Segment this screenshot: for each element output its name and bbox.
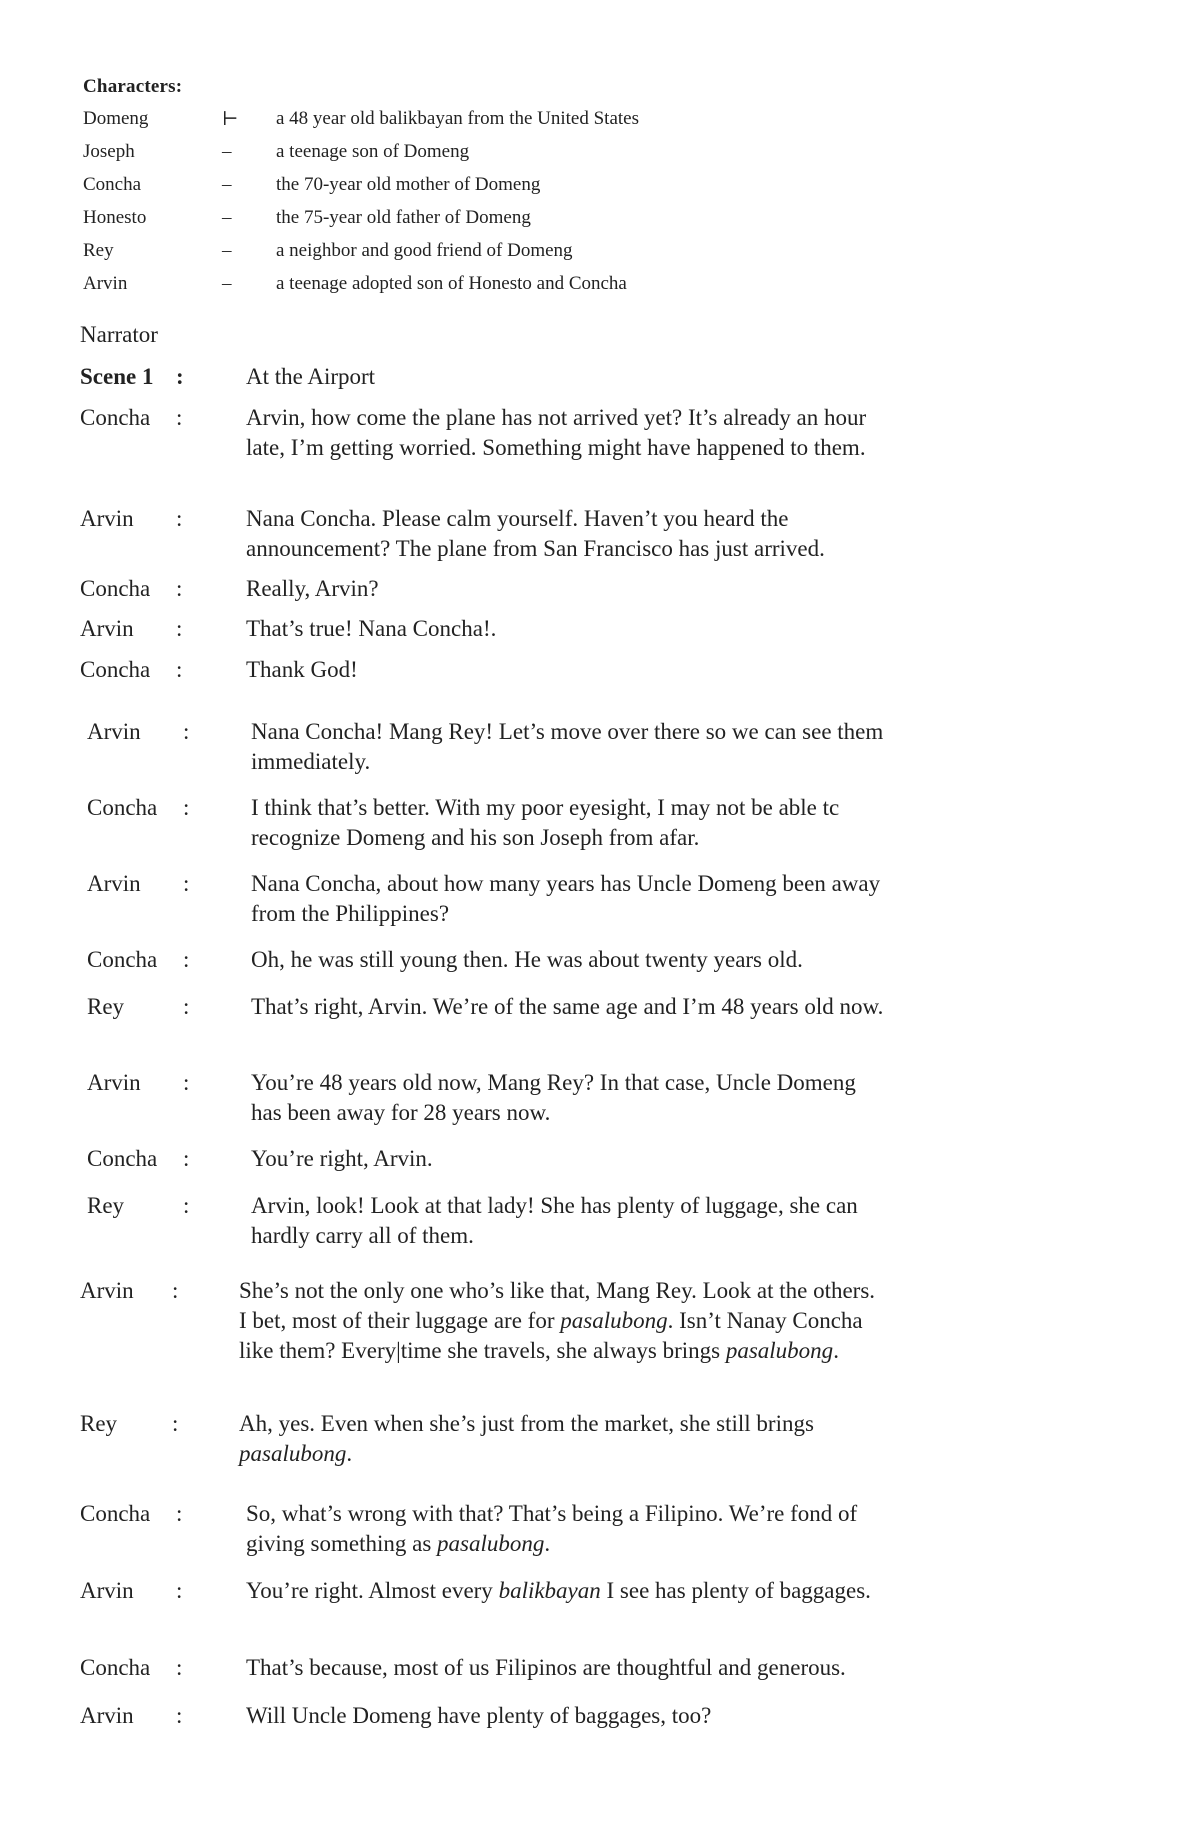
dialogue-text: [246, 1499, 916, 1559]
speaker-name: Rey: [80, 1411, 118, 1436]
speaker-name: Concha: [80, 405, 151, 430]
dialogue-text: That’s because, most of us Filipinos are thoughtful and generous.: [246, 1655, 846, 1680]
speaker-name: Concha: [80, 1655, 151, 1680]
dialogue-text-part: . Isn’t Nanay Concha like them? Every|time she travels, she always brings: [239, 1308, 863, 1363]
character-row: [0, 207, 900, 237]
scene-label: Scene 1: [80, 364, 154, 389]
dialogue-italic-term: pasalubong: [560, 1308, 668, 1333]
speaker-name: Concha: [87, 1146, 158, 1171]
character-name: Concha: [83, 174, 142, 195]
dialogue-text-part: .: [833, 1338, 839, 1363]
dialogue-text-part: I see has plenty of baggages.: [600, 1578, 871, 1603]
dialogue-text: Nana Concha. Please calm yourself. Haven’t you heard the announcement? The plane from San Francisco has just arrived.: [246, 506, 825, 561]
speaker-colon: :: [172, 1411, 179, 1436]
character-name: Domeng: [83, 108, 149, 129]
speaker-name: Arvin: [80, 506, 134, 531]
dialogue-text: That’s right, Arvin. We’re of the same age and I’m 48 years old now.: [251, 994, 884, 1019]
dialogue-text: That’s true! Nana Concha!.: [246, 616, 497, 641]
speaker-colon: :: [176, 616, 183, 641]
character-description: a neighbor and good friend of Domeng: [276, 240, 573, 261]
speaker-colon: :: [176, 1501, 183, 1526]
dialogue-text-part: .: [544, 1531, 551, 1556]
speaker-name: Concha: [80, 657, 151, 682]
character-row: [0, 273, 900, 303]
scene-title: At the Airport: [246, 364, 376, 389]
character-description: a teenage son of Domeng: [276, 141, 470, 162]
dialogue-text-part: Ah, yes. Even when she’s just from the market, she still brings: [239, 1411, 814, 1436]
dialogue-text: You’re 48 years old now, Mang Rey? In that case, Uncle Domeng has been away for 28 years now.: [251, 1070, 856, 1125]
character-row: [0, 108, 900, 138]
speaker-colon: :: [176, 1655, 183, 1680]
dialogue-text: Oh, he was still young then. He was about twenty years old.: [251, 947, 803, 972]
dialogue-text: Nana Concha, about how many years has Uncle Domeng been away from the Philippines?: [251, 871, 881, 926]
dialogue-text: You’re right, Arvin.: [251, 1146, 433, 1171]
dialogue-text: [239, 1409, 879, 1469]
character-row: [0, 174, 900, 204]
speaker-name: Arvin: [87, 871, 141, 896]
dialogue-text-part: So, what’s wrong with that? That’s being a Filipino. We’re fond of giving something as: [246, 1501, 858, 1556]
speaker-name: Rey: [87, 994, 125, 1019]
speaker-name: Arvin: [80, 1578, 134, 1603]
dialogue-italic-term: balikbayan: [498, 1578, 601, 1603]
character-row: [0, 141, 900, 171]
speaker-colon: :: [176, 506, 183, 531]
speaker-colon: :: [172, 1278, 179, 1303]
characters-heading: Characters:: [83, 76, 183, 97]
character-description: a 48 year old balikbayan from the United States: [276, 108, 640, 129]
dialogue-text: Will Uncle Domeng have plenty of baggages, too?: [246, 1703, 712, 1728]
character-dash: –: [222, 141, 232, 162]
speaker-name: Arvin: [80, 1703, 134, 1728]
dialogue-text-part: You’re right. Almost every: [246, 1578, 499, 1603]
speaker-colon: :: [183, 994, 190, 1019]
speaker-colon: :: [183, 1070, 190, 1095]
character-dash: –: [222, 240, 232, 261]
dialogue-text: I think that’s better. With my poor eyesight, I may not be able tc recognize Domeng and his son Joseph from afar.: [251, 795, 840, 850]
speaker-colon: :: [183, 719, 190, 744]
scene-colon: :: [176, 364, 184, 389]
dialogue-text-part: .: [346, 1441, 353, 1466]
speaker-colon: :: [176, 576, 183, 601]
character-dash: ⊢: [222, 109, 239, 130]
speaker-colon: :: [176, 405, 183, 430]
speaker-name: Arvin: [87, 1070, 141, 1095]
character-description: the 75-year old father of Domeng: [276, 207, 531, 228]
narrator-label: Narrator: [80, 322, 158, 347]
speaker-name: Rey: [87, 1193, 125, 1218]
speaker-colon: :: [183, 795, 190, 820]
dialogue-text: Really, Arvin?: [246, 576, 379, 601]
character-description: the 70-year old mother of Domeng: [276, 174, 541, 195]
speaker-colon: :: [183, 871, 190, 896]
character-name: Joseph: [83, 141, 135, 162]
speaker-colon: :: [176, 657, 183, 682]
dialogue-text: Nana Concha! Mang Rey! Let’s move over there so we can see them immediately.: [251, 719, 884, 774]
character-name: Honesto: [83, 207, 147, 228]
speaker-colon: :: [176, 1703, 183, 1728]
dialogue-italic-term: pasalubong: [725, 1338, 834, 1363]
speaker-colon: :: [183, 947, 190, 972]
speaker-name: Arvin: [87, 719, 141, 744]
speaker-name: Concha: [80, 576, 151, 601]
character-name: Arvin: [83, 273, 128, 294]
character-row: [0, 240, 900, 270]
character-dash: –: [222, 207, 232, 228]
dialogue-italic-term: pasalubong: [239, 1441, 347, 1466]
dialogue-text: Arvin, look! Look at that lady! She has plenty of luggage, she can hardly carry all of them.: [251, 1193, 858, 1248]
dialogue-text: Arvin, how come the plane has not arrived yet? It’s already an hour late, I’m getting worried. Something might have happened to them.: [246, 405, 867, 460]
character-dash: –: [222, 273, 232, 294]
dialogue-text: [239, 1276, 879, 1366]
dialogue-italic-term: pasalubong: [437, 1531, 545, 1556]
speaker-colon: :: [183, 1193, 190, 1218]
speaker-name: Concha: [80, 1501, 151, 1526]
character-dash: –: [222, 174, 232, 195]
dialogue-text: Thank God!: [246, 657, 358, 682]
character-description: a teenage adopted son of Honesto and Concha: [276, 273, 627, 294]
speaker-colon: :: [176, 1578, 183, 1603]
speaker-name: Arvin: [80, 616, 134, 641]
speaker-name: Concha: [87, 947, 158, 972]
speaker-colon: :: [183, 1146, 190, 1171]
dialogue-text: [246, 1576, 916, 1606]
speaker-name: Concha: [87, 795, 158, 820]
character-name: Rey: [83, 240, 114, 261]
speaker-name: Arvin: [80, 1278, 134, 1303]
dialogue-text-part: She’s not the only one who’s like that, Mang Rey. Look at the others. I bet, most of their luggage are for: [239, 1278, 876, 1333]
